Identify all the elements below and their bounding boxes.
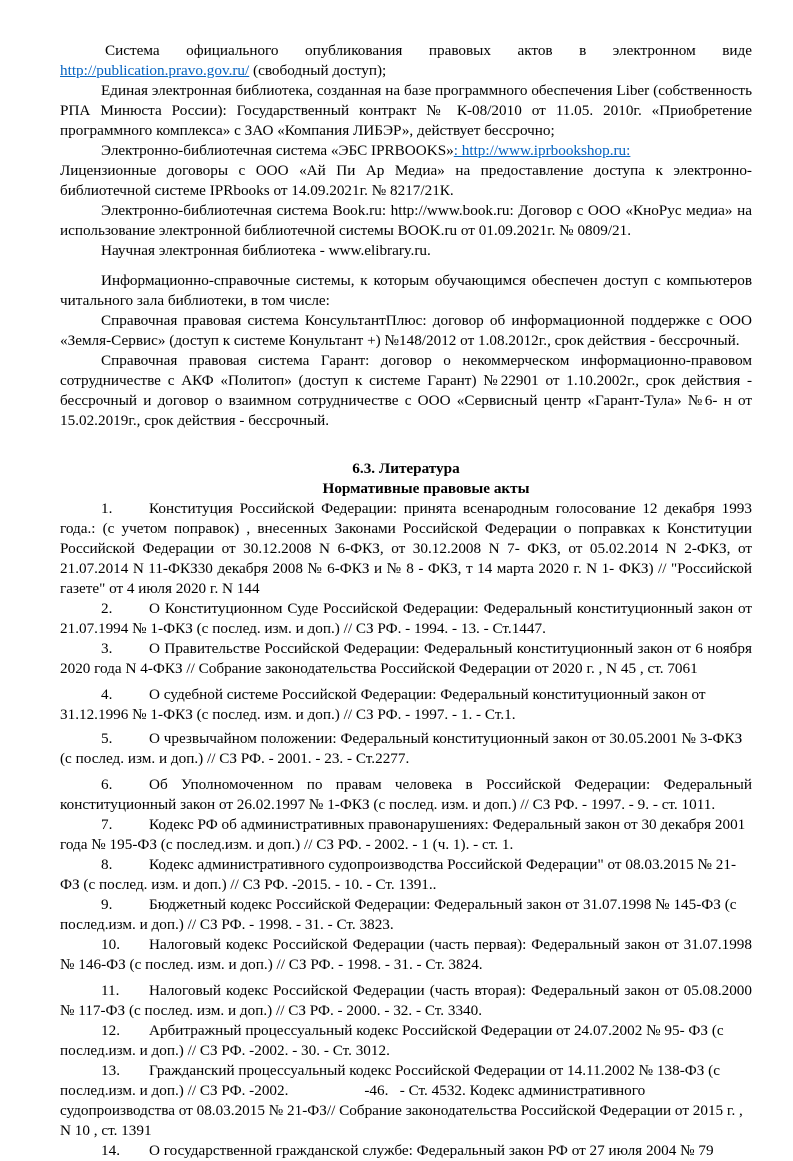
info-system-consultant: Справочная правовая система КонсультантПлюс: договор об информационной поддержке с ООО «Земля-Сервис» (доступ к системе Конультант +) №148/2012 от 1.08.2012г., срок действия - бессрочный. [60, 312, 752, 349]
reference-text: О государственной гражданской службе: Федеральный закон РФ от 27 июля 2004 № 79 [149, 1142, 714, 1159]
resource-liber-library: Единая электронная библиотека, созданная на базе программного обеспечения Liber (собственность РПА Минюста России): Государственный контракт № К-08/2010 от 11.05. 2010г. «Приобретение программного комплекса» с ЗАО «Компания ЛИБЭР», действует бессрочно; [60, 82, 752, 139]
reference-item [60, 1021, 752, 1061]
section-title-literature: 6.3. Литература [352, 460, 460, 477]
reference-number: 7. [101, 816, 113, 833]
reference-item [60, 815, 752, 855]
resource-text: Электронно-библиотечная система «ЭБС IPRBOOKS» [101, 142, 454, 159]
reference-number: 2. [101, 600, 113, 617]
reference-text: Гражданский процессуальный кодекс Российской Федерации от 14.11.2002 № 138-ФЗ (с послед.изм. и доп.) // СЗ РФ. -2002. -46. - Ст. 4532. Кодекс административного судопроизводства от 08.03.2015 № 21-ФЗ// Собрание законодательства Российской Федерации от 2015 г. , N 10 , ст. 1391 [60, 1062, 747, 1139]
subsection-title-normative-acts: Нормативные правовые акты [322, 480, 530, 497]
reference-number: 3. [101, 640, 113, 657]
reference-text: Кодекс административного судопроизводства Российской Федерации" от 08.03.2015 № 21-ФЗ (с послед. изм. и доп.) // СЗ РФ. -2015. - 10. - Ст. 1391.. [60, 856, 737, 893]
reference-item [60, 639, 752, 679]
reference-item [60, 855, 752, 895]
reference-text: Бюджетный кодекс Российской Федерации: Федеральный закон от 31.07.1998 № 145-ФЗ (с послед.изм. и доп.) // СЗ РФ. - 1998. - 31. - Ст. 3823. [60, 896, 737, 933]
publication-pravo-link[interactable]: http://publication.pravo.gov.ru/ [60, 62, 250, 79]
info-system-garant: Справочная правовая система Гарант: договор о некоммерческом информационно-правовом сотрудничестве с АКФ «Политоп» (доступ к системе Гарант) №22901 от 1.10.2002г., срок действия - бессрочный и договор о взаимном сотрудничестве с ООО «Сервисный центр «Гарант-Тула» №6- н от 15.02.2019г., срок действия - бессрочный. [60, 352, 752, 429]
info-systems-intro: Информационно-справочные системы, к которым обучающимся обеспечен доступ с компьютеров читального зала библиотеки, в том числе: [60, 272, 752, 309]
reference-item [60, 981, 752, 1021]
reference-text: О Правительстве Российской Федерации: Федеральный конституционный закон от 6 ноября 2020 года N 4-ФКЗ // Собрание законодательства Российской Федерации от 2020 г. , N 45 , ст. 7061 [60, 640, 752, 677]
reference-text: О Конституционном Суде Российской Федерации: Федеральный конституционный закон от 21.07.1994 № 1-ФКЗ (с послед. изм. и доп.) // СЗ РФ. - 1994. - 13. - Ст.1447. [60, 600, 752, 637]
iprbookshop-link[interactable]: : http://www.iprbookshop.ru: [453, 142, 631, 159]
reference-number: 6. [101, 776, 113, 793]
resource-elibrary: Научная электронная библиотека - www.elibrary.ru. [101, 242, 431, 259]
reference-number: 11. [101, 982, 120, 999]
reference-number: 1. [101, 500, 113, 517]
reference-number: 5. [101, 730, 113, 747]
reference-item [60, 599, 752, 639]
reference-number: 4. [101, 686, 113, 703]
reference-item [60, 775, 752, 815]
reference-item [60, 1061, 752, 1141]
reference-item [60, 499, 752, 599]
reference-number: 13. [101, 1062, 120, 1079]
reference-text: Арбитражный процессуальный кодекс Российской Федерации от 24.07.2002 № 95- ФЗ (с послед.изм. и доп.) // СЗ РФ. -2002. - 30. - Ст. 3012. [60, 1022, 724, 1059]
reference-number: 14. [101, 1142, 120, 1159]
reference-text: Налоговый кодекс Российской Федерации (часть вторая): Федеральный закон от 05.08.2000 № 117-ФЗ (с послед. изм. и доп.) // СЗ РФ. - 2000. - 32. - Ст. 3340. [60, 982, 752, 1019]
reference-number: 12. [101, 1022, 120, 1039]
reference-text: Налоговый кодекс Российской Федерации (часть первая): Федеральный закон от 31.07.1998 № 146-ФЗ (с послед. изм. и доп.) // СЗ РФ. - 1998. - 31. - Ст. 3824. [60, 936, 752, 973]
resource-text: Система официального опубликования правовых актов в электронном виде [105, 42, 752, 59]
resource-iprbooks-license: Лицензионные договоры с ООО «Ай Пи Ар Медиа» на предоставление доступа к электронно-библиотечной системе IPRbooks от 14.09.2021г. № 8217/21К. [60, 162, 752, 199]
reference-item [60, 685, 752, 725]
reference-item [60, 895, 752, 935]
reference-text: О чрезвычайном положении: Федеральный конституционный закон от 30.05.2001 № 3-ФКЗ (с послед. изм. и доп.) // СЗ РФ. - 2001. - 23. - Ст.2277. [60, 730, 743, 767]
reference-number: 8. [101, 856, 113, 873]
reference-text: Конституция Российской Федерации: принята всенародным голосование 12 декабря 1993 года.: (с учетом поправок) , внесенных Законами Российской Федерации о поправках к Конституции Российской Федерации от 30.12.2008 N 6-ФКЗ, от 30.12.2008 N 7- ФКЗ, от 05.02.2014 N 2-ФКЗ, от 21.07.2014 N 11-ФКЗ30 декабря 2008 № 6-ФКЗ и № 8 - ФКЗ, т 14 марта 2020 г. N 1- ФКЗ) // "Российской газете" от 4 июля 2020 г. N 144 [60, 500, 752, 597]
reference-number: 9. [101, 896, 113, 913]
resource-iprbooks [60, 141, 752, 161]
reference-text: О судебной системе Российской Федерации: Федеральный конституционный закон от 31.12.1996 № 1-ФКЗ (с послед. изм. и доп.) // СЗ РФ. - 1997. - 1. - Ст.1. [60, 686, 706, 723]
reference-item [60, 729, 752, 769]
resource-tail: (свободный доступ); [249, 62, 387, 79]
reference-text: Кодекс РФ об административных правонарушениях: Федеральный закон от 30 декабря 2001 года № 195-ФЗ (с послед.изм. и доп.) // СЗ РФ. - 2002. - 1 (ч. 1). - ст. 1. [60, 816, 746, 853]
reference-item [60, 935, 752, 975]
resource-publication-pravo [60, 41, 752, 81]
reference-item [60, 1141, 752, 1161]
reference-number: 10. [101, 936, 120, 953]
resource-bookru: Электронно-библиотечная система Book.ru: http://www.book.ru: Договор с ООО «КноРус медиа» на использование электронной библиотечной системы BOOK.ru от 01.09.2021г. № 0809/21. [60, 202, 752, 239]
reference-text: Об Уполномоченном по правам человека в Российской Федерации: Федеральный конституционный закон от 26.02.1997 № 1-ФКЗ (с послед. изм. и доп.) // СЗ РФ. - 1997. - 9. - ст. 1011. [60, 776, 752, 813]
